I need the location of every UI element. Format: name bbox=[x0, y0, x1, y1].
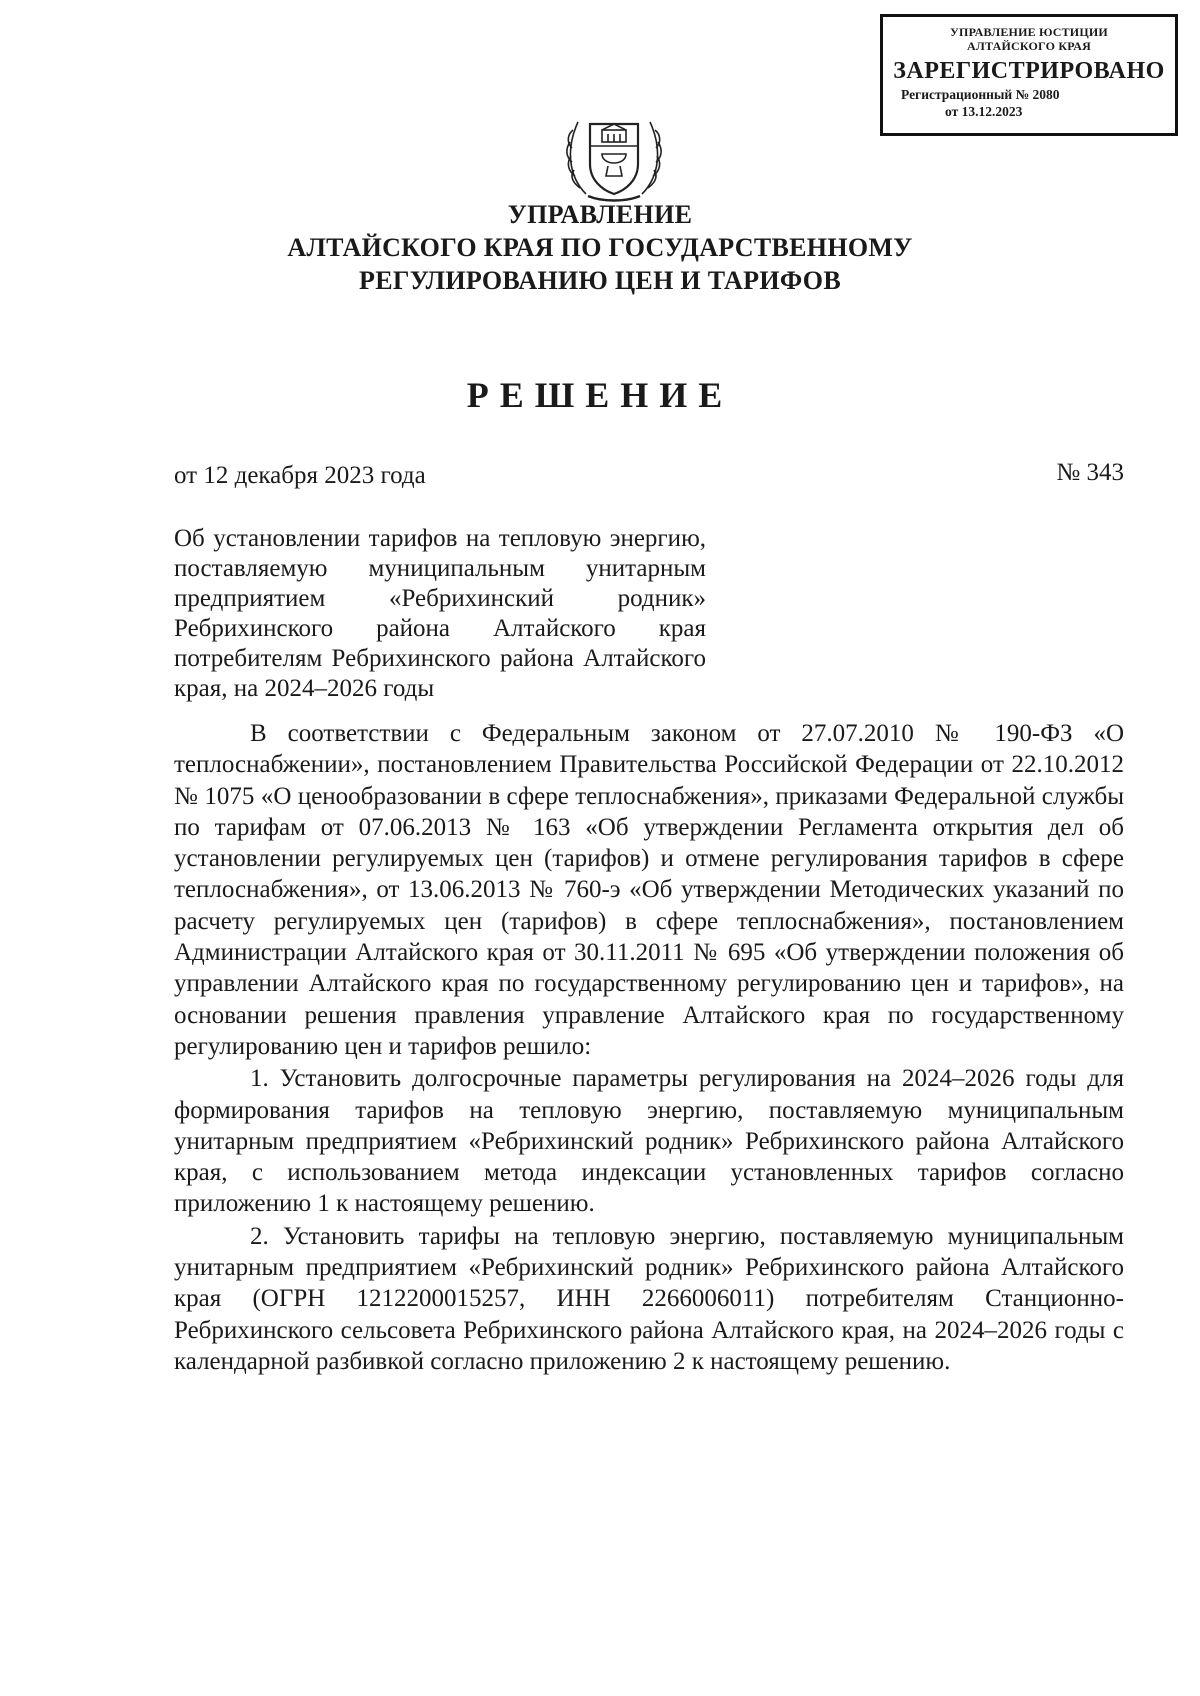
preamble-paragraph: В соответствии с Федеральным законом от 27.07.2010 № 190-ФЗ «О теплоснабжении», постановлением Правительства Российской Федерации от 22.10.2012 № 1075 «О ценообразовании в сфере теплоснабжения», приказами Федеральной службы по тарифам от 07.06.2013 № 163 «Об утверждении Регламента открытия дел об установлении регулируемых цен (тарифов) и отмене регулирования тарифов в сфере теплоснабжения», от 13.06.2013 № 760-э «Об утверждении Методических указаний по расчету регулируемых цен (тарифов) в сфере теплоснабжения», постановлением Администрации Алтайского края от 30.11.2011 № 695 «Об утверждении положения об управлении Алтайского края по государственному регулированию цен и тарифов», на основании решения правления управление Алтайского края по государственному регулированию цен и тарифов решило: bbox=[174, 720, 1124, 1060]
org-name-line3: РЕГУЛИРОВАНИЮ ЦЕН И ТАРИФОВ bbox=[359, 266, 841, 295]
resolution-item-2: 2. Установить тарифы на тепловую энергию, поставляемую муниципальным унитарным предприятием «Ребрихинский родник» Ребрихинского района Алтайского края (ОГРН 1212200015257, ИНН 2266006011) потребителям Станционно-Ребрихинского сельсовета Ребрихинского района Алтайского края, на 2024–2026 годы с календарной разбивкой согласно приложению 2 к настоящему решению. bbox=[174, 1222, 1124, 1375]
document-subject: Об установлении тарифов на тепловую энергию, поставляемую муниципальным унитарным предприятием «Ребрихинский родник» Ребрихинского района Алтайского края потребителям Ребрихинского района Алтайского края, на 2024–2026 годы bbox=[174, 525, 706, 702]
stamp-authority-line2: АЛТАЙСКОГО КРАЯ bbox=[967, 39, 1091, 53]
registration-stamp bbox=[880, 14, 1178, 136]
stamp-registration-number: Регистрационный № 2080 bbox=[901, 87, 1060, 102]
stamp-status: ЗАРЕГИСТРИРОВАНО bbox=[893, 58, 1165, 84]
stamp-registration-date: от 13.12.2023 bbox=[945, 104, 1023, 119]
document-title: РЕШЕНИЕ bbox=[466, 375, 734, 415]
resolution-item-1: 1. Установить долгосрочные параметры регулирования на 2024–2026 годы для формирования тарифов на тепловую энергию, поставляемую муниципальным унитарным предприятием «Ребрихинский родник» Ребрихинского района Алтайского края, с использованием метода индексации установленных тарифов согласно приложению 1 к настоящему решению. bbox=[174, 1065, 1124, 1218]
document-number: № 343 bbox=[1056, 459, 1124, 486]
document-body bbox=[174, 718, 1124, 1377]
altai-krai-coat-of-arms-icon bbox=[558, 96, 670, 208]
document-date: от 12 декабря 2023 года bbox=[174, 462, 426, 489]
org-name-line2: АЛТАЙСКОГО КРАЯ ПО ГОСУДАРСТВЕННОМУ bbox=[287, 233, 913, 262]
org-name-line1: УПРАВЛЕНИЕ bbox=[507, 200, 693, 229]
stamp-authority-line1: УПРАВЛЕНИЕ ЮСТИЦИИ bbox=[950, 25, 1108, 39]
